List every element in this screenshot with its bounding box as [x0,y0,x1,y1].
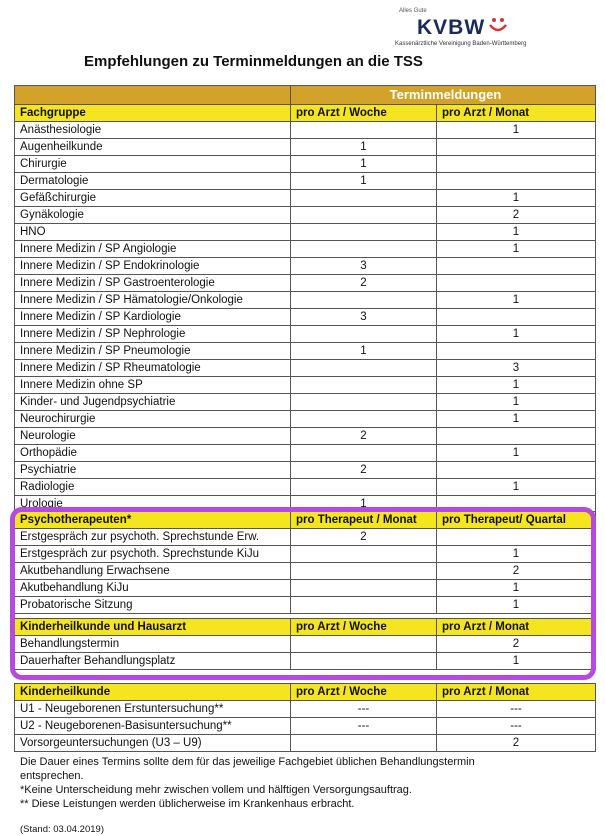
row-value-col2 [291,479,437,496]
row-value-col2 [291,735,437,752]
table-row [15,275,596,292]
row-label: Innere Medizin / SP Nephrologie [15,326,291,343]
column-header: Kinderheilkunde und Hausarzt [15,619,291,636]
row-value-col2 [291,394,437,411]
table-row [15,360,596,377]
row-value-col2 [291,292,437,309]
table-row [15,224,596,241]
row-label: Chirurgie [15,156,291,173]
row-label: Neurochirurgie [15,411,291,428]
column-header: Psychotherapeuten* [15,512,291,529]
row-label: Erstgespräch zur psychoth. Sprechstunde KiJu [15,546,291,563]
footer-note-duration [20,755,475,783]
highlight-box [10,507,596,680]
row-value-col2: 1 [291,173,437,190]
row-label: Kinder- und Jugendpsychiatrie [15,394,291,411]
row-label: Innere Medizin / SP Angiologie [15,241,291,258]
table-row [15,173,596,190]
row-label: Innere Medizin / SP Hämatologie/Onkologie [15,292,291,309]
row-value-col3: 2 [437,563,596,580]
row-value-col2: 1 [291,139,437,156]
footer-note-asterisk: *Keine Unterscheidung mehr zwischen vollem und hälftigen Versorgungsauftrag. [20,784,412,796]
row-value-col2: 2 [291,529,437,546]
row-value-col3: 1 [437,445,596,462]
row-value-col2: 3 [291,258,437,275]
row-value-col3 [437,343,596,360]
row-value-col3 [437,428,596,445]
row-label: Gefäßchirurgie [15,190,291,207]
row-label: Innere Medizin / SP Rheumatologie [15,360,291,377]
row-label: Radiologie [15,479,291,496]
table-row [15,139,596,156]
row-value-col2 [291,190,437,207]
row-label: Innere Medizin / SP Endokrinologie [15,258,291,275]
kinderheilkunde-table [14,683,596,752]
row-value-col2 [291,241,437,258]
table-row [15,718,596,735]
row-label: U2 - Neugeborenen-Basisuntersuchung** [15,718,291,735]
column-header: pro Arzt / Monat [437,619,596,636]
row-value-col3: 2 [437,735,596,752]
table-row [15,735,596,752]
row-value-col3: 1 [437,411,596,428]
table-row [15,343,596,360]
document-title: Empfehlungen zu Terminmeldungen an die TSS [84,53,423,70]
row-value-col3: 1 [437,597,596,614]
row-value-col3: 2 [437,207,596,224]
table-row [15,122,596,139]
row-value-col3 [437,309,596,326]
table-row [15,462,596,479]
column-header: pro Arzt / Woche [291,619,437,636]
row-value-col3: 1 [437,241,596,258]
row-label: Akutbehandlung Erwachsene [15,563,291,580]
row-value-col2: 1 [291,156,437,173]
logo-tagline: Alles Gute [399,8,427,14]
table-row [15,309,596,326]
row-value-col3: 1 [437,377,596,394]
table-row [15,241,596,258]
row-label: Dauerhafter Behandlungsplatz [15,653,291,670]
row-label: Vorsorgeuntersuchungen (U3 – U9) [15,735,291,752]
row-label: Psychiatrie [15,462,291,479]
column-header: pro Arzt / Woche [291,105,437,122]
banner-title: Terminmeldungen [291,86,596,105]
row-label: Dermatologie [15,173,291,190]
row-value-col3 [437,275,596,292]
row-value-col2: 1 [291,496,437,513]
table-header-row [15,105,596,122]
row-label: Orthopädie [15,445,291,462]
row-value-col2: --- [291,701,437,718]
table-row [15,258,596,275]
row-value-col3: --- [437,701,596,718]
row-label: Innere Medizin / SP Pneumologie [15,343,291,360]
row-value-col3: 1 [437,292,596,309]
table-row [15,156,596,173]
stand-date: (Stand: 03.04.2019) [20,824,104,835]
footer-note-double-asterisk: ** Diese Leistungen werden üblicherweise im Krankenhaus erbracht. [20,798,355,810]
terminmeldungen-table [14,85,596,513]
row-label: Gynäkologie [15,207,291,224]
row-value-col2: 2 [291,428,437,445]
column-header: pro Therapeut / Monat [291,512,437,529]
smile-icon [487,14,509,36]
column-header: pro Arzt / Monat [437,684,596,701]
table-row [15,411,596,428]
row-value-col2 [291,122,437,139]
row-label: Anästhesiologie [15,122,291,139]
table-header-row [15,684,596,701]
row-value-col2: 1 [291,343,437,360]
column-header: Kinderheilkunde [15,684,291,701]
row-value-col3: 1 [437,546,596,563]
table-row [15,190,596,207]
table-row [15,479,596,496]
table-row [15,428,596,445]
row-value-col3: 1 [437,580,596,597]
row-value-col2: 2 [291,462,437,479]
row-value-col2 [291,445,437,462]
row-label: HNO [15,224,291,241]
row-value-col2: 2 [291,275,437,292]
row-value-col2 [291,360,437,377]
column-header: pro Therapeut/ Quartal [437,512,596,529]
row-value-col3: 1 [437,653,596,670]
row-label: Augenheilkunde [15,139,291,156]
row-value-col3: 1 [437,394,596,411]
row-label: Neurologie [15,428,291,445]
table-row [15,445,596,462]
row-value-col3: 3 [437,360,596,377]
row-value-col3: 1 [437,190,596,207]
row-label: Akutbehandlung KiJu [15,580,291,597]
row-value-col3 [437,462,596,479]
row-value-col3: --- [437,718,596,735]
row-value-col3 [437,258,596,275]
row-value-col3: 1 [437,224,596,241]
row-label: Innere Medizin ohne SP [15,377,291,394]
column-header: Fachgruppe [15,105,291,122]
table-row [15,292,596,309]
row-label: Innere Medizin / SP Gastroenterologie [15,275,291,292]
row-value-col2: --- [291,718,437,735]
banner-row [15,86,596,105]
row-value-col3 [437,173,596,190]
row-value-col3: 1 [437,326,596,343]
row-value-col2 [291,207,437,224]
row-value-col3: 1 [437,122,596,139]
row-label: U1 - Neugeborenen Erstuntersuchung** [15,701,291,718]
kvbw-logo [395,4,527,52]
table-row [15,394,596,411]
row-label: Behandlungstermin [15,636,291,653]
banner-spacer [15,86,291,105]
table-row [15,207,596,224]
logo-name: KVBW [417,16,486,39]
row-value-col2 [291,411,437,428]
footer-line-1: Die Dauer eines Termins sollte dem für das jeweilige Fachgebiet üblichen Behandlungstermin [20,756,475,768]
row-label: Probatorische Sitzung [15,597,291,614]
logo-subtitle: Kassenärztliche Vereinigung Baden-Württemberg [395,41,527,47]
table-row [15,326,596,343]
column-header: pro Arzt / Monat [437,105,596,122]
table-row [15,377,596,394]
row-value-col3 [437,156,596,173]
row-value-col2: 3 [291,309,437,326]
row-label: Urologie [15,496,291,513]
row-label: Erstgespräch zur psychoth. Sprechstunde Erw. [15,529,291,546]
footer-line-2: entsprechen. [20,770,84,782]
row-value-col3 [437,139,596,156]
column-header: pro Arzt / Woche [291,684,437,701]
row-value-col2 [291,224,437,241]
row-value-col3: 1 [437,479,596,496]
table-row [15,701,596,718]
row-value-col3: 2 [437,636,596,653]
row-value-col2 [291,377,437,394]
row-value-col2 [291,326,437,343]
row-label: Innere Medizin / SP Kardiologie [15,309,291,326]
